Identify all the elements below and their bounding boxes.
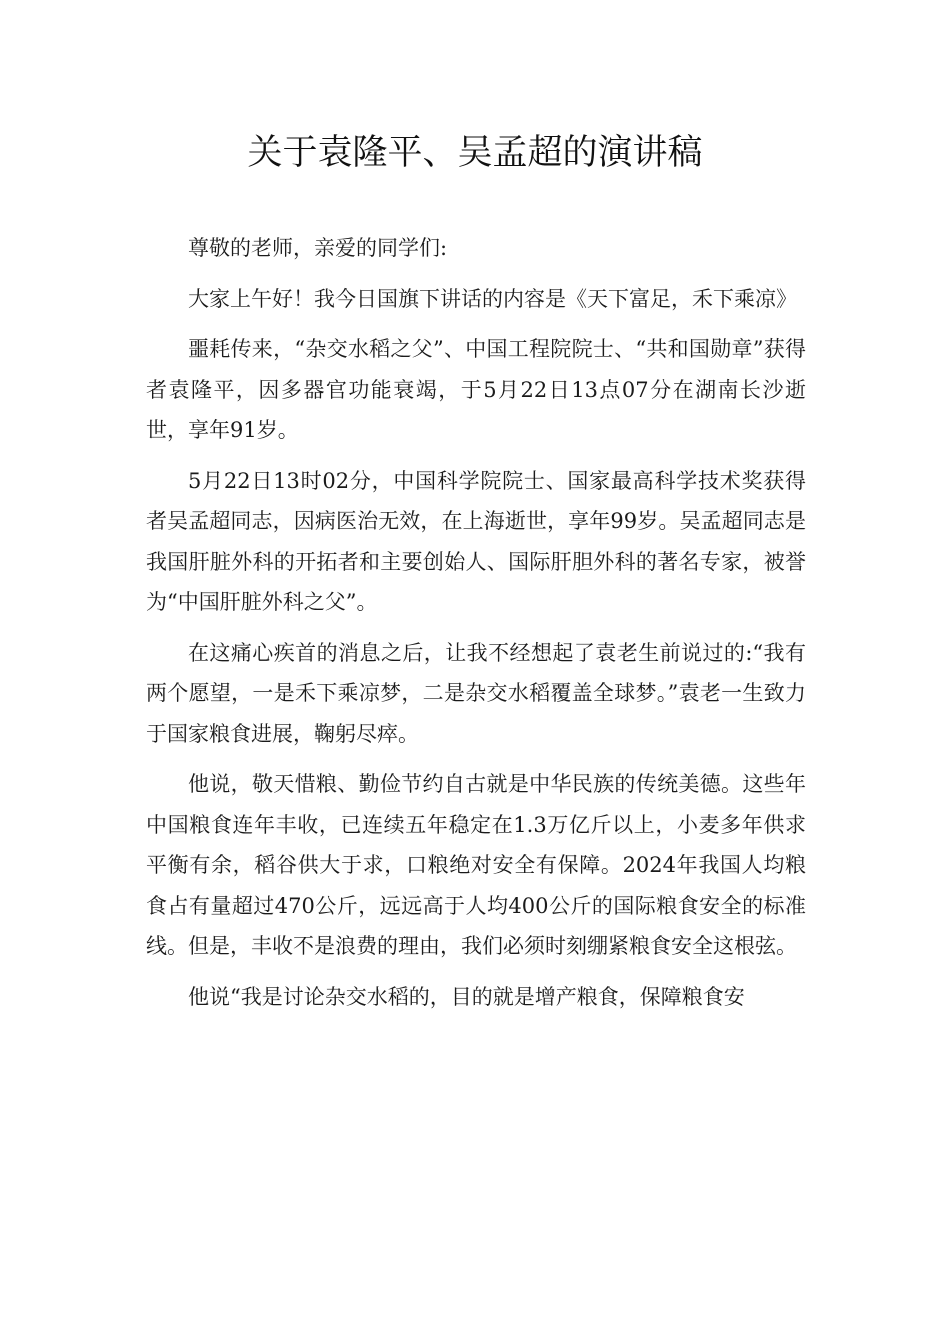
body-paragraph: 他说，敬天惜粮、勤俭节约自古就是中华民族的传统美德。这些年中国粮食连年丰收，已连续五年稳定在1.3万亿斤以上，小麦多年供求平衡有余，稻谷供大于求，口粮绝对安全有保障。2024年我国人均粮食占有量超过470公斤，远远高于人均400公斤的国际粮食安全的标准线。但是，丰收不是浪费的理由，我们必须时刻绷紧粮食安全这根弦。	[146, 772, 806, 958]
body-paragraph: 5月22日13时02分，中国科学院院士、国家最高科学技术奖获得者吴孟超同志，因病医治无效，在上海逝世，享年99岁。吴孟超同志是我国肝脏外科的开拓者和主要创始人、国际肝胆外科的著名专家，被誉为“中国肝脏外科之父”。	[146, 468, 806, 614]
body-paragraph: 噩耗传来，“杂交水稻之父”、中国工程院院士、“共和国勋章”获得者袁隆平，因多器官功能衰竭，于5月22日13点07分在湖南长沙逝世，享年91岁。	[146, 337, 806, 442]
body-paragraph: 在这痛心疾首的消息之后，让我不经想起了袁老生前说过的:“我有两个愿望，一是禾下乘凉梦，二是杂交水稻覆盖全球梦。”袁老一生致力于国家粮食进展，鞠躬尽瘁。	[146, 640, 806, 746]
body-paragraph: 他说“我是讨论杂交水稻的，目的就是增产粮食，保障粮食安	[188, 984, 745, 1009]
salutation-paragraph: 尊敬的老师，亲爱的同学们:	[188, 236, 448, 260]
body-paragraph: 大家上午好！我今日国旗下讲话的内容是《天下富足，禾下乘凉》	[188, 286, 797, 311]
document-body	[146, 228, 806, 1027]
document-title: 关于袁隆平、吴孟超的演讲稿	[247, 133, 703, 173]
